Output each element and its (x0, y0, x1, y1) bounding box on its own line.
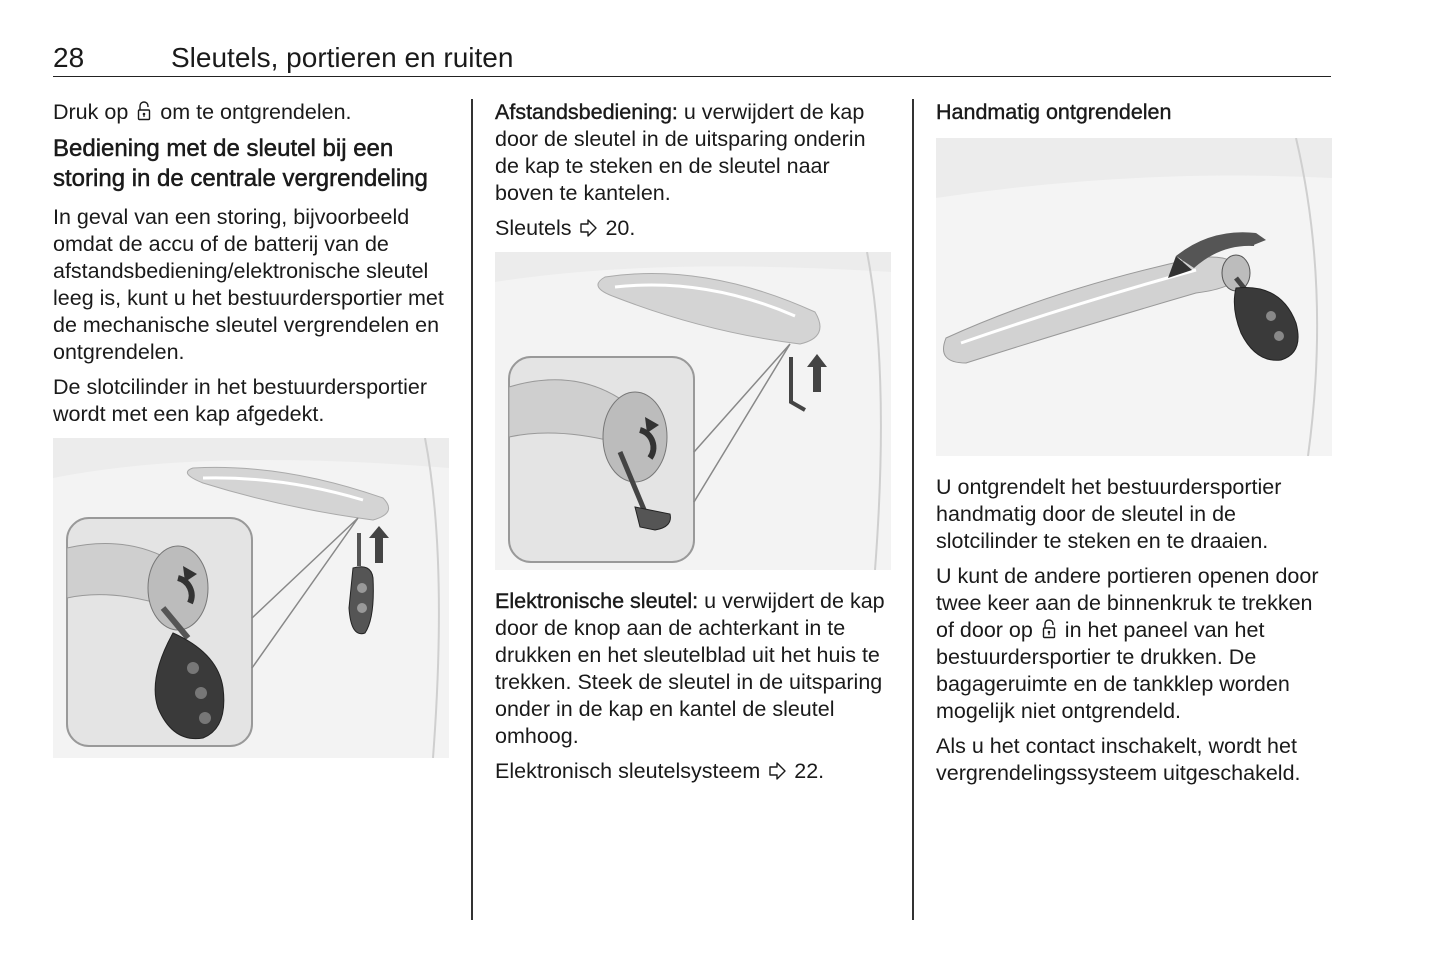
paragraph-remote: Afstandsbediening: u verwijdert de kap door de sleutel in de uitsparing onderin de kap te steken en de sleutel naar boven te kantelen. (495, 100, 866, 205)
page-header (53, 40, 1331, 77)
paragraph: De slotcilinder in het bestuurdersportier wordt met een kap afgedekt. (53, 375, 428, 426)
unlock-icon (137, 101, 151, 121)
term-electronic: Elektronische sleutel: (495, 589, 699, 613)
intro-paragraph: Druk op om te ontgrendelen. (53, 100, 352, 124)
section-heading: Bediening met de sleutel bij een storing in de centrale vergrendeling (53, 135, 428, 192)
reference-arrow-icon (579, 219, 597, 237)
reference-electronic: Elektronisch sleutelsysteem 22. (495, 759, 825, 783)
reference-arrow-icon (768, 762, 786, 780)
column-divider (912, 99, 914, 920)
paragraph: Als u het contact inschakelt, wordt het vergrendelingssysteem uitgeschakeld. (936, 734, 1301, 785)
column-3 (936, 99, 1334, 795)
figure-key-fob-cover (53, 438, 449, 758)
reference-keys: Sleutels 20. (495, 216, 636, 240)
paragraph: In geval van een storing, bijvoorbeeld omdat de accu of de batterij van de afstandsbediening/elektronische sleutel leeg is, kunt u het bestuurdersportier met de mechanische sleutel vergrendelen en ontgrendelen. (53, 205, 444, 364)
paragraph-other-doors: U kunt de andere portieren openen door twee keer aan de binnenkruk te trekken of door op in het paneel van het bestuurdersportier te drukken. De bagageruimte en de tankklep worden mogelijk niet ontgrendeld. (936, 564, 1319, 723)
page-number: 28 (53, 42, 85, 73)
unlock-icon (1042, 619, 1056, 639)
paragraph: U ontgrendelt het bestuurdersportier handmatig door de sleutel in de slotcilinder te steken en te draaien. (936, 475, 1282, 553)
figure-remote-key-cover (495, 252, 891, 570)
column-divider (471, 99, 473, 920)
paragraph-electronic: Elektronische sleutel: u verwijdert de kap door de knop aan de achterkant in te drukken en het sleutelblad uit het huis te trekken. Steek de sleutel in de uitsparing onder in de kap en kantel de sleutel omhoog. (495, 589, 885, 748)
term-remote: Afstandsbediening: (495, 100, 678, 124)
page-title: Sleutels, portieren en ruiten (171, 42, 514, 73)
section-heading: Handmatig ontgrendelen (936, 100, 1172, 124)
figure-manual-unlock (936, 138, 1332, 456)
column-2 (495, 99, 893, 793)
column-1 (53, 99, 451, 776)
